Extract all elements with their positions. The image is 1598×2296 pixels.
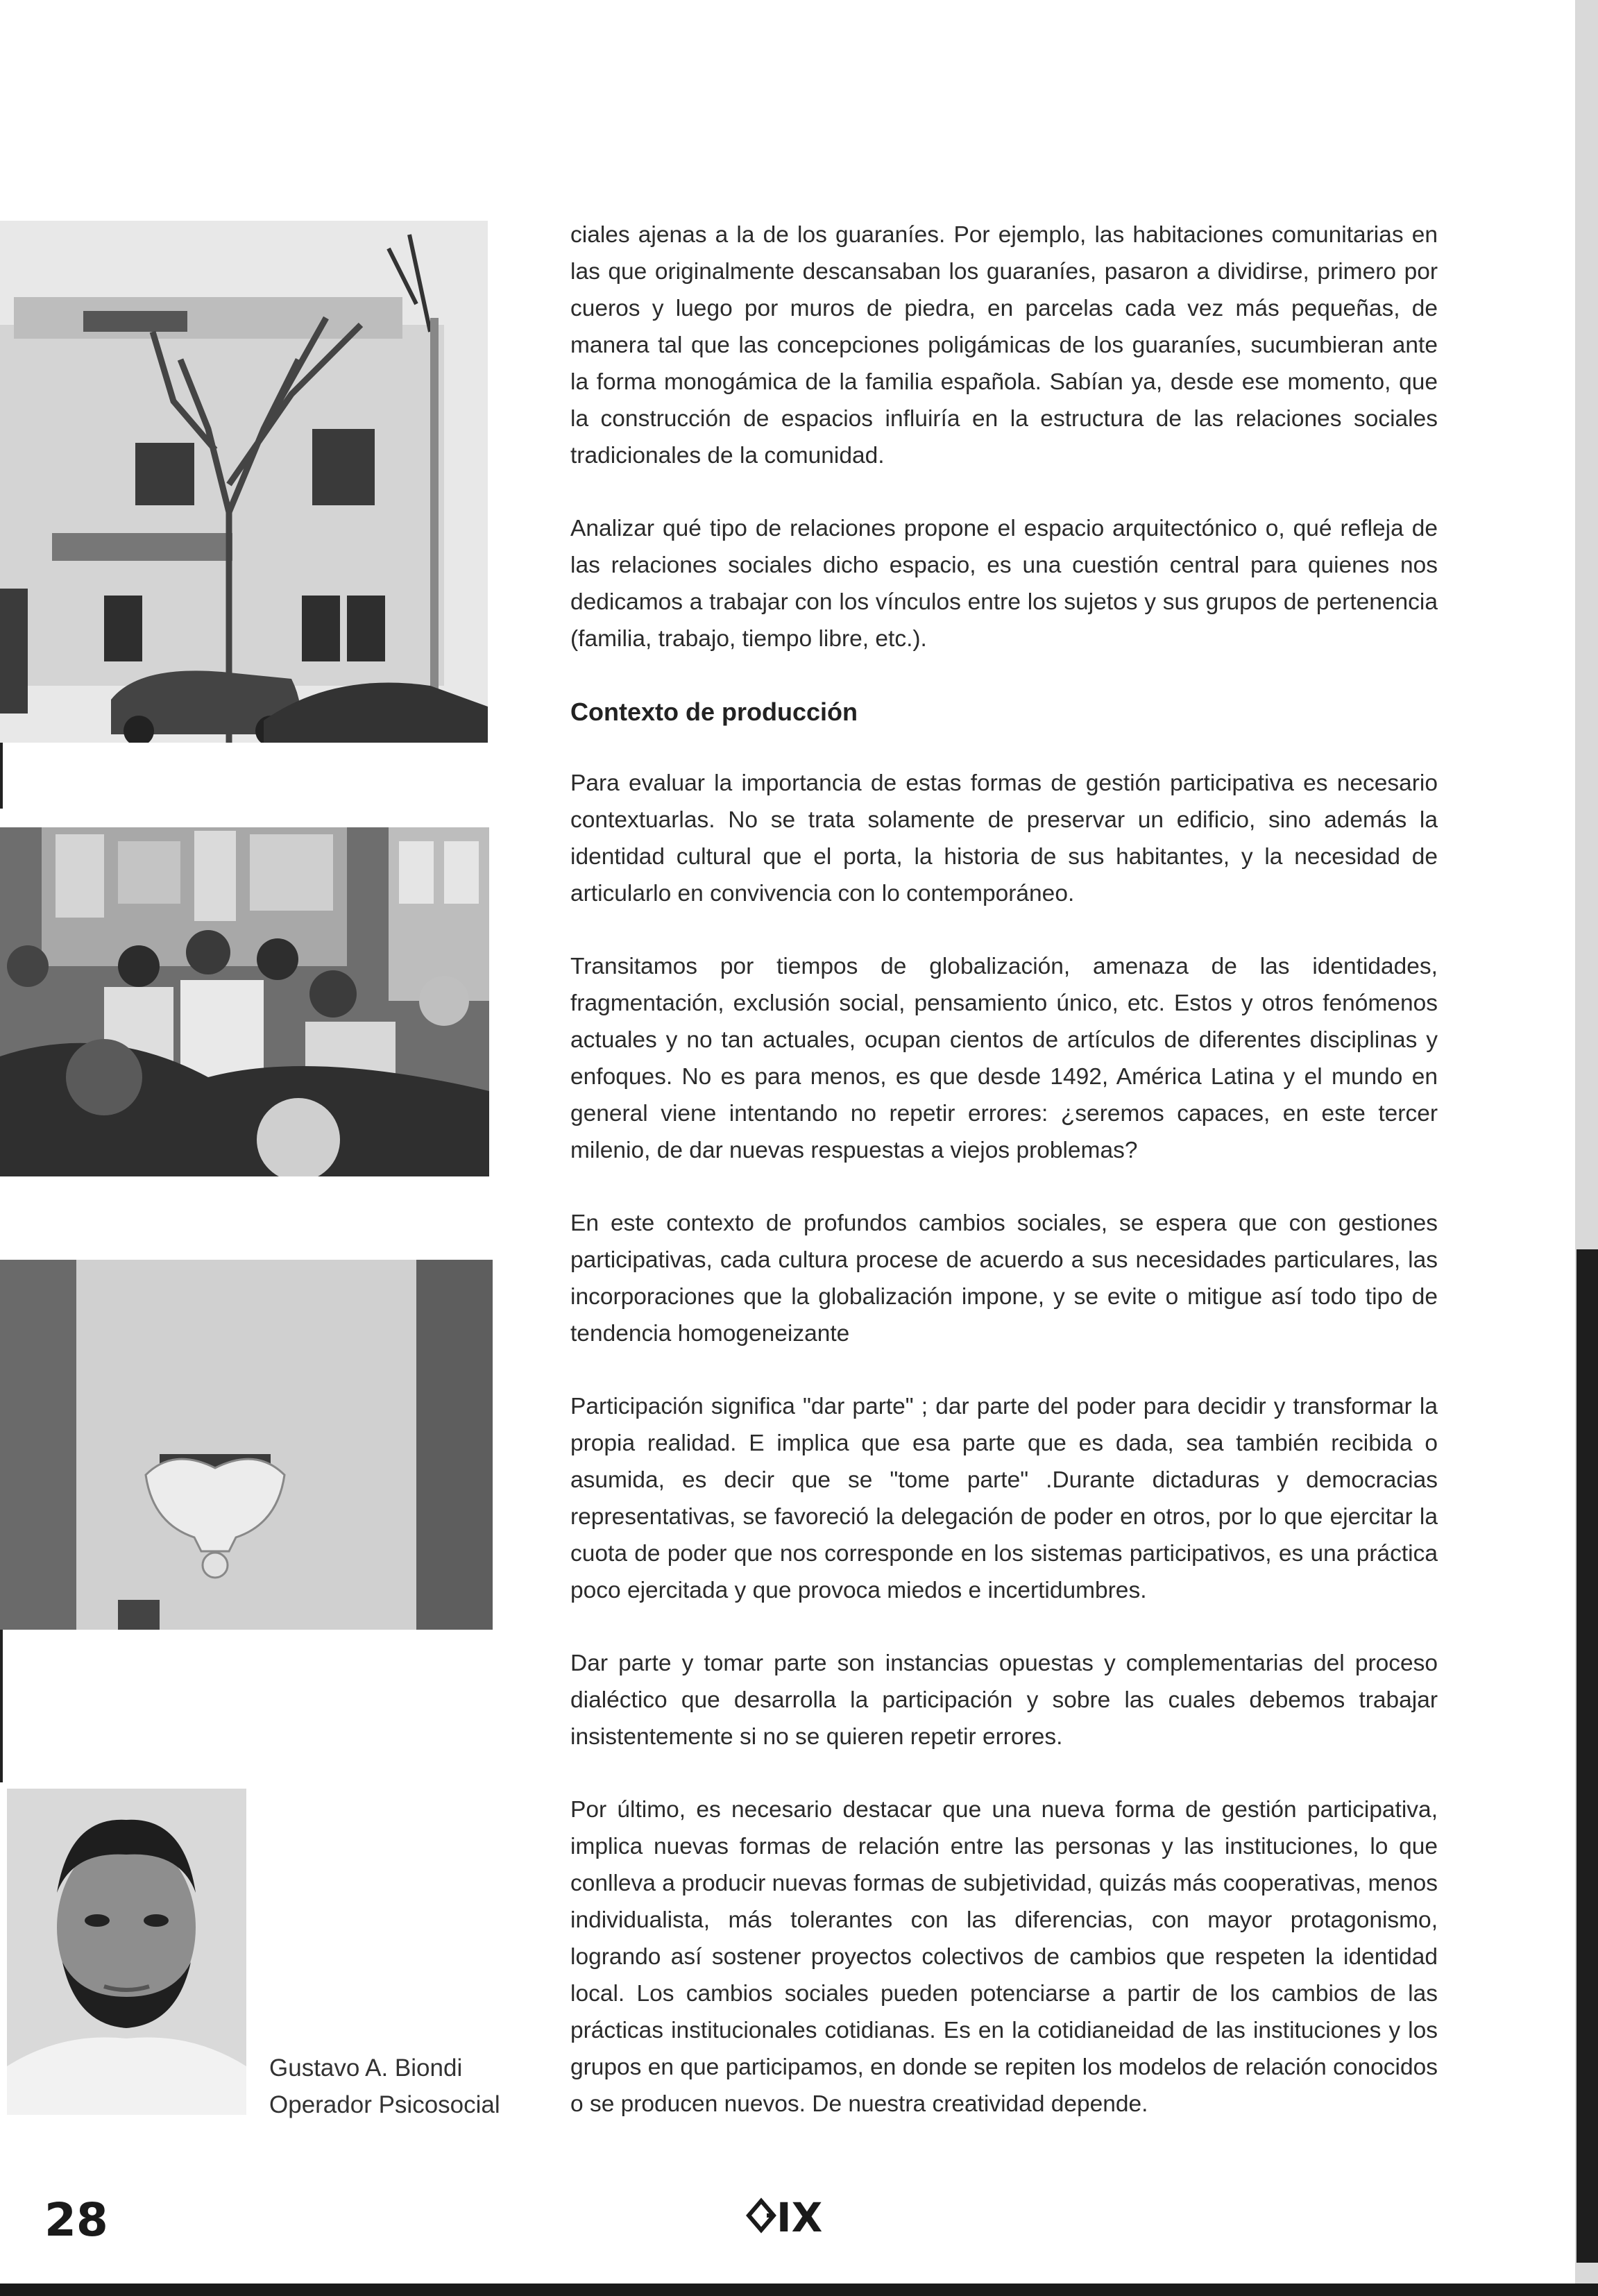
paragraph: Analizar qué tipo de relaciones propone el espacio arquitectónico o, qué refleja de las relaciones sociales dicho espacio, es una cuestión central para quienes nos dedicamos a trabajar con los vínculos entre los sujetos y sus grupos de pertenencia (familia, trabajo, tiempo libre, etc.). bbox=[570, 516, 1438, 652]
paragraph: Transitamos por tiempos de globalización, amenaza de las identidades, fragmentación, exclusión social, pensamiento único, etc. Estos y otros fenómenos actuales y no tan actuales, ocupan cientos de artículos de diferentes disciplinas y enfoques. No es para menos, es que desde 1492, América Latina y el mundo en general viene intentando no repetir errores: ¿seremos capaces, en este tercer milenio, de dar nuevas respuestas a viejos problemas? bbox=[570, 954, 1438, 1163]
left-margin-rule bbox=[0, 1630, 3, 1782]
paragraph: Para evaluar la importancia de estas formas de gestión participativa es necesario contextuarlas. No se trata solamente de preservar un edificio, sino además la identidad cultural que el porta, la historia de sus habitantes, y la necesidad de articularlo en convivencia con lo contemporáneo. bbox=[570, 770, 1438, 906]
page-edge-band bbox=[1576, 1249, 1598, 2263]
author-name: Gustavo A. Biondi bbox=[269, 2054, 463, 2082]
ornament-photo bbox=[0, 1260, 493, 1630]
bottom-scan-edge bbox=[0, 2284, 1598, 2296]
left-margin-rule bbox=[0, 743, 3, 809]
group-meeting-photo bbox=[0, 827, 489, 1176]
author-role: Operador Psicosocial bbox=[269, 2091, 500, 2118]
author-caption bbox=[269, 2050, 500, 2123]
paragraph: ciales ajenas a la de los guaraníes. Por ejemplo, las habitaciones comunitarias en las que originalmente descansaban los guaraníes, pasaron a dividirse, primero por cueros y luego por muros de piedra, en parcelas cada vez más pequeñas, de manera tal que las concepciones poligámicas de los guaraníes, sucumbieran ante la forma monogámica de la familia española. Sabían ya, desde ese momento, que la construcción de espacios influiría en la estructura de las relaciones sociales tradicionales de la comunidad. bbox=[570, 222, 1438, 469]
magazine-logo bbox=[746, 2191, 822, 2240]
svg-text:IX: IX bbox=[776, 2194, 822, 2240]
author-portrait-photo bbox=[7, 1789, 246, 2115]
paragraph: En este contexto de profundos cambios sociales, se espera que con gestiones participativas, cada cultura procese de acuerdo a sus necesidades particulares, las incorporaciones que la globalización impone, y se evite o mitigue así todo tipo de tendencia homogeneizante bbox=[570, 1210, 1438, 1347]
paragraph: Dar parte y tomar parte son instancias opuestas y complementarias del proceso dialéctico que desarrolla la participación y sobre las cuales debemos trabajar insistentemente si no se quieren repetir errores. bbox=[570, 1651, 1438, 1750]
building-photo bbox=[0, 221, 488, 743]
article-body bbox=[570, 217, 1438, 2159]
paragraph: Participación significa "dar parte" ; dar parte del poder para decidir y transformar la propia realidad. E implica que esa parte que es dada, sea también recibida o asumida, es decir que se "tome parte" .Durante dictaduras y democracias representativas, se favoreció la delegación de poder en otros, por lo que ejercitar la cuota de poder que nos corresponde en los sistemas participativos, es una práctica poco ejercitada y que provoca miedos e incertidumbres. bbox=[570, 1394, 1438, 1603]
page-number: 28 bbox=[44, 2193, 108, 2247]
section-heading: Contexto de producción bbox=[570, 698, 858, 726]
paragraph: Por último, es necesario destacar que una nueva forma de gestión participativa, implica nuevas formas de relación entre las personas y las instituciones, lo que conlleva a producir nuevas formas de subjetividad, quizás más cooperativas, menos individualista, más tolerantes con las diferencias, con mayor protagonismo, logrando así sostener proyectos colectivos de cambios que respeten la identidad local. Los cambios sociales pueden potenciarse a partir de los cambios de las prácticas institucionales cotidianas. Es en la cotidianeidad de las instituciones y los grupos en que participamos, en donde se repiten los modelos de relación conocidos o se producen nuevos. De nuestra creatividad depende. bbox=[570, 1797, 1438, 2117]
